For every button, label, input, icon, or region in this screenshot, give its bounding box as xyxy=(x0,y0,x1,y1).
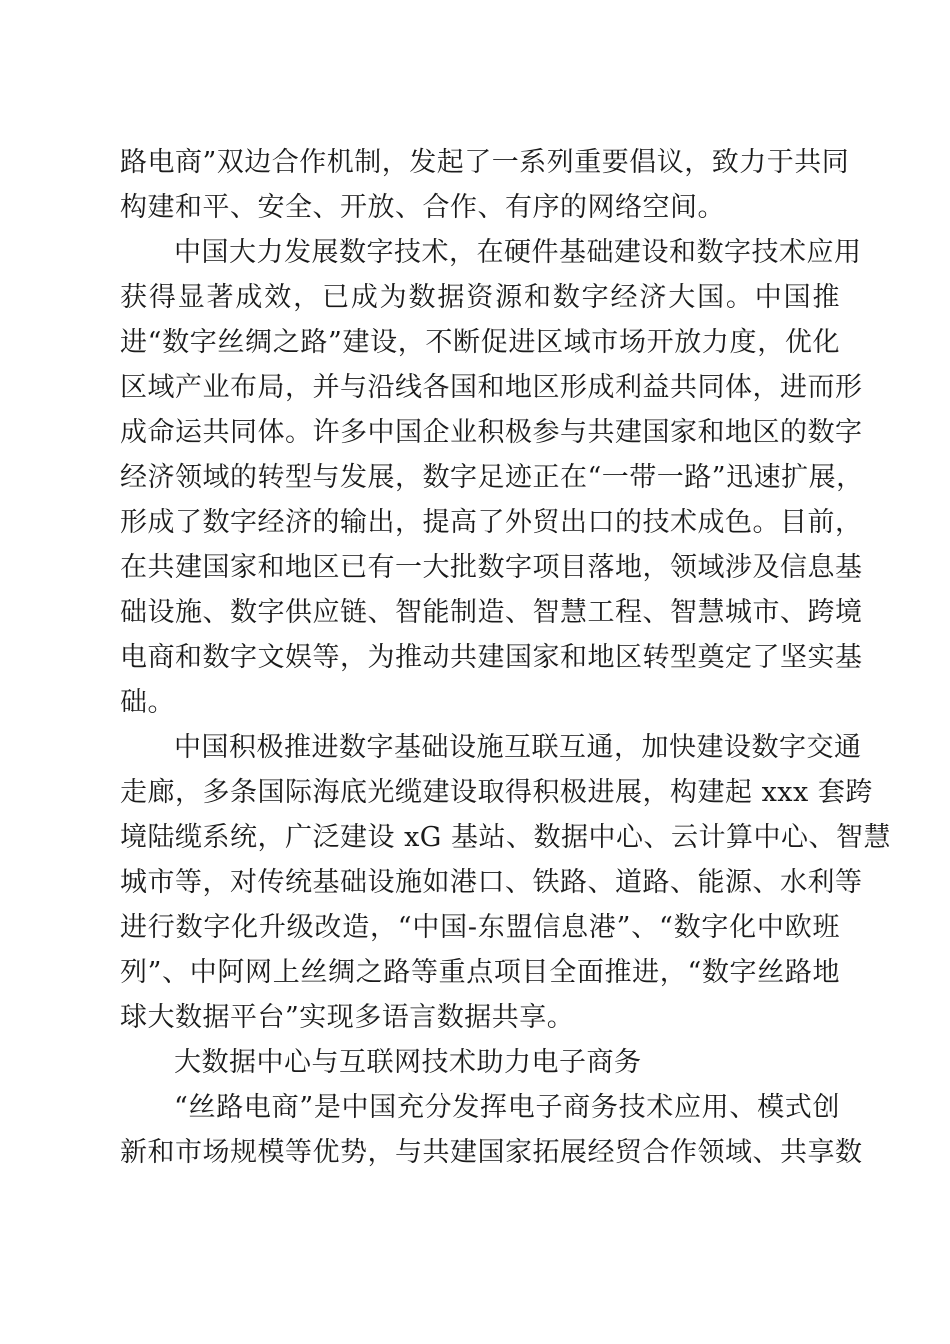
text-line: 形成了数字经济的输出，提高了外贸出口的技术成色。目前， xyxy=(120,507,863,538)
text-line: 构建和平、安全、开放、合作、有序的网络空间。 xyxy=(120,192,725,223)
text-line: 进“数字丝绸之路”建设，不断促进区域市场开放力度，优化 xyxy=(120,327,840,358)
text-line: 列”、中阿网上丝绸之路等重点项目全面推进，“数字丝路地 xyxy=(120,957,840,988)
text-line: 区域产业布局，并与沿线各国和地区形成利益共同体，进而形 xyxy=(120,372,863,403)
text-line: 进行数字化升级改造，“中国-东盟信息港”、“数字化中欧班 xyxy=(120,912,840,943)
paragraph-first-line: 中国积极推进数字基础设施互联互通，加快建设数字交通 xyxy=(174,732,862,763)
text-line: 成命运共同体。许多中国企业积极参与共建国家和地区的数字 xyxy=(120,417,863,448)
text-line: 城市等，对传统基础设施如港口、铁路、道路、能源、水利等 xyxy=(120,867,863,898)
text-line: 电商和数字文娱等，为推动共建国家和地区转型奠定了坚实基 xyxy=(120,642,863,673)
text-line: 在共建国家和地区已有一大批数字项目落地，领域涉及信息基 xyxy=(120,552,863,583)
section-heading: 大数据中心与互联网技术助力电子商务 xyxy=(174,1047,642,1078)
text-line: 础设施、数字供应链、智能制造、智慧工程、智慧城市、跨境 xyxy=(120,597,863,628)
text-line: 路电商”双边合作机制，发起了一系列重要倡议，致力于共同 xyxy=(120,147,850,178)
text-line: 新和市场规模等优势，与共建国家拓展经贸合作领域、共享数 xyxy=(120,1137,863,1168)
paragraph-first-line: 中国大力发展数字技术，在硬件基础建设和数字技术应用 xyxy=(174,237,862,268)
text-line: 础。 xyxy=(120,687,175,718)
paragraph-first-line: “丝路电商”是中国充分发挥电子商务技术应用、模式创 xyxy=(174,1092,840,1123)
text-line: 球大数据平台”实现多语言数据共享。 xyxy=(120,1002,575,1033)
text-line: 走廊，多条国际海底光缆建设取得积极进展，构建起 xxx 套跨 xyxy=(120,777,873,808)
text-line: 境陆缆系统，广泛建设 xG 基站、数据中心、云计算中心、智慧 xyxy=(120,822,891,853)
text-line: 获得显著成效，已成为数据资源和数字经济大国。中国推 xyxy=(120,282,840,313)
text-line: 经济领域的转型与发展，数字足迹正在“一带一路”迅速扩展， xyxy=(120,462,864,493)
